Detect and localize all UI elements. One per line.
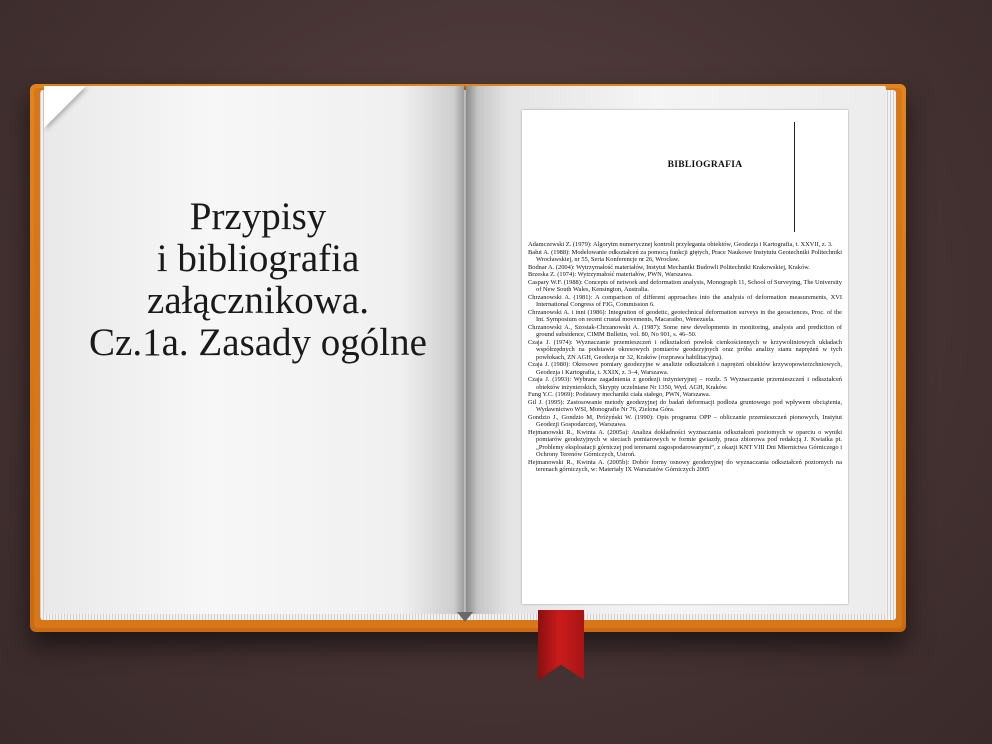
bibliography-entry: Chrzanowski A. (1981): A comparison of different approaches into the analysis of deformation measurements, XVI International Congress of FIG, Commission 6. — [528, 293, 842, 308]
page-curl-icon[interactable] — [44, 86, 86, 128]
bibliography-entry: Bałut A. (1988): Modelowanie odkształceń za pomocą funkcji giętych, Prace Naukowe Instytutu Geotechniki Politechniki Wrocławskiej, nr 55, Seria Konferencje nr 26, Wrocław. — [528, 248, 842, 263]
bibliography-entry: Hejmanowski R., Kwinta A. (2005b): Dobór formy osnowy geodezyjnej do wyznaczania odkształceń poziomych na terenach górniczych, w: Materiały IX Warsztatów Górniczych 2005 — [528, 458, 842, 473]
bibliography-entry: Gil J. (1995): Zastosowanie metody geodezyjnej do badań deformacji podłoża gruntowego pod wpływem obciążenia, Wydawnictwo WSI, Monografie Nr 76, Zielona Góra. — [528, 398, 842, 413]
bibliography-entry: Czaja J. (1980): Okresowe pomiary geodezyjne w analizie odkształceń i naprężeń obiektów krzywopowierzchniowych, Geodezja i Kartografia, t. XXIX, z. 3–4, Warszawa. — [528, 361, 842, 376]
bibliography-entry: Chrzanowski A. i inni (1986): Integration of geodetic, geotechnical deformation surveys in the geosciences, Proc. of the Int. Symposium on recent crustal movements, Macaraibo, Wenezuela. — [528, 308, 842, 323]
bibliography-entry: Brzeska Z. (1974): Wytrzymałość materiałów, PWN, Warszawa. — [528, 271, 693, 278]
bibliography-list — [528, 241, 842, 474]
bibliography-entry: Adamczewski Z. (1979): Algorytm numerycznej kontroli przylegania obiektów, Geodezja i Kartografia, t. XXVII, z. 3. — [528, 241, 833, 248]
title-line-4: Cz.1a. Zasady ogólne — [89, 321, 427, 364]
bibliography-entry: Caspary W.F. (1988): Concepts of network and deformation analysis, Monograph 11, School of Surveying, The University of New South Wales, Kensington, Australia. — [528, 278, 842, 293]
page-title — [60, 196, 456, 364]
bibliography-entry: Gondzio J., Gondzio M, Próżyński W. (1990): Opis programu OPP – obliczanie przemieszczeń pionowych, Instytut Geodezji Gospodarczej, Warszawa. — [528, 413, 842, 428]
bibliography-entry: Chrzanowski A., Szostak-Chrzanowski A. (1987): Some new developments in monitoring, analysis and prediction of ground subsidence, CIMM Bulletin, vol. 80, No 901, s. 46–50. — [528, 323, 842, 338]
bibliography-entry: Czaja J. (1993): Wybrane zagadnienia z geodezji inżynieryjnej – rozdz. 5 Wyznaczanie przemieszczeń i odkształceń obiektów inżynierskich, Skrypty uczelniane Nr 1350, Wyd. AGH, Kraków. — [528, 376, 842, 391]
book-spine — [454, 86, 478, 614]
bibliography-entry: Bodnar A. (2004): Wytrzymałość materiałów, Instytut Mechaniki Budowli Politechniki Krakowskiej, Kraków. — [528, 263, 810, 271]
bibliography-entry: Hejmanowski R., Kwinta A. (2005a): Analiza dokładności wyznaczania odkształceń poziomych w oparciu o wyniki pomiarów geodezyjnych w sieciach pomiarowych w formie gwiazdy, praca zbiorowa pod redakcją J. Kwiatka pt. „Problemy eksploatacji górniczej pod terenami zagospodarowanymi”, z okazji KNT VIII Dni Miernictwa Górniczego i Ochrony Terenów Górniczych, Ustroń. — [528, 428, 842, 458]
bibliography-heading: BIBLIOGRAFIA — [667, 160, 743, 170]
spine-tip — [457, 612, 473, 622]
bibliography-entry: Fung Y.C. (1969): Podstawy mechaniki ciała stałego, PWN, Warszawa. — [528, 391, 711, 398]
title-line-3: załącznikowa. — [147, 279, 369, 322]
bibliography-document — [522, 110, 848, 604]
document-divider — [794, 122, 795, 232]
bibliography-entry: Czaja J. (1974): Wyznaczanie przemieszczeń i odkształceń powłok cienkościennych w krzywoliniowych układach współrzędnych na podstawie okresowych pomiarów geodezyjnych oraz próba analizy stanu naprężeń w tych powłokach, ZN AGH, Geodezja nr 32, Kraków (rozprawa habilitacyjna). — [528, 338, 842, 361]
bookmark-ribbon-icon[interactable] — [538, 610, 584, 680]
title-line-1: Przypisy — [189, 195, 327, 238]
title-line-2: i bibliografia — [156, 237, 360, 280]
